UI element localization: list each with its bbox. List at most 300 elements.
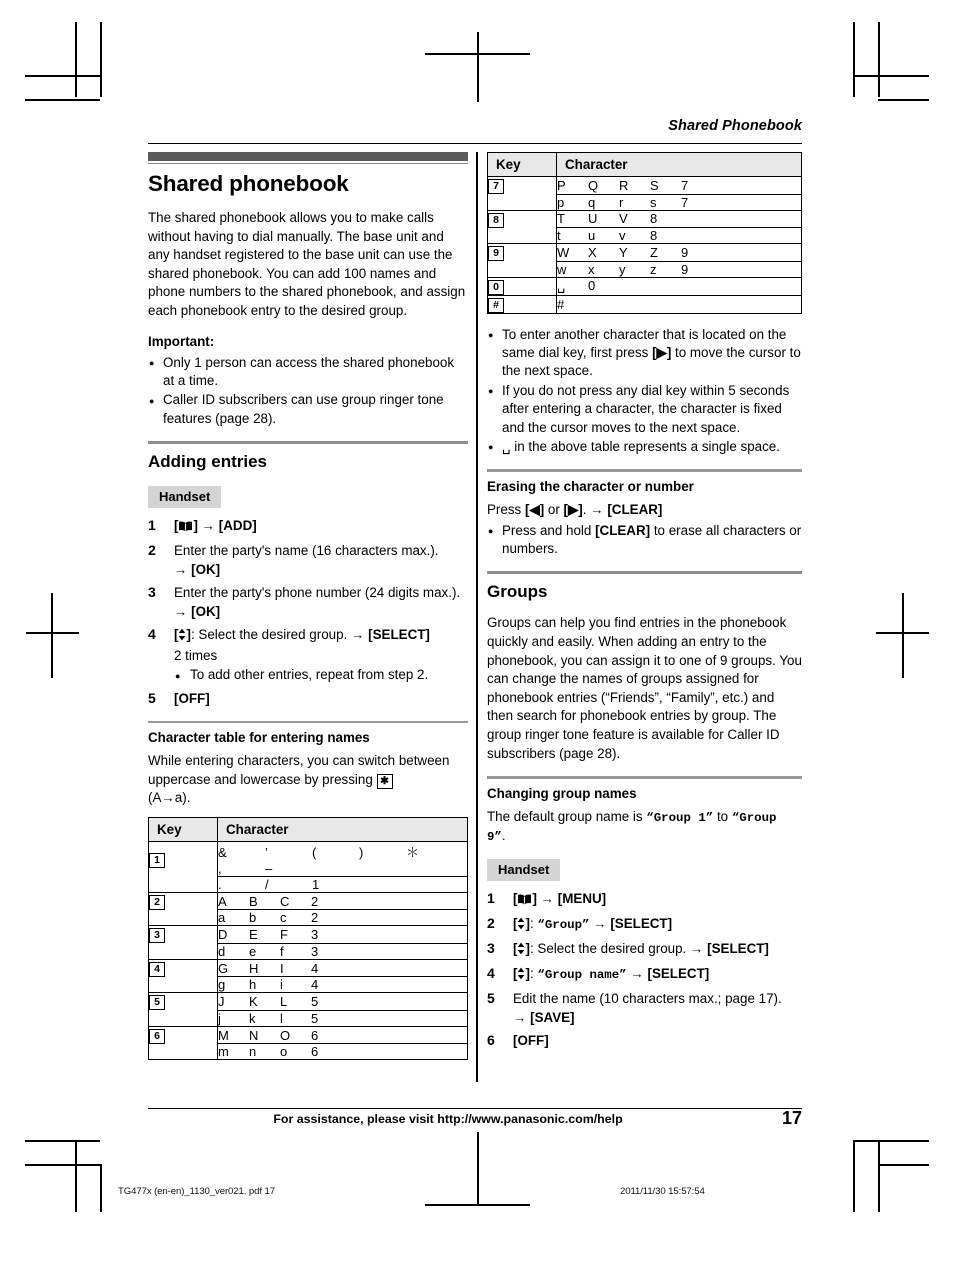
character-glyph: c (280, 910, 287, 926)
character-glyph: j (218, 1010, 221, 1026)
character-glyph: P (557, 177, 566, 193)
character-cell-uppercase (218, 993, 468, 1011)
character-glyph: 5 (311, 994, 319, 1010)
step-number: 5 (487, 989, 495, 1006)
character-glyph: b (249, 910, 257, 926)
character-glyph: , (218, 860, 222, 876)
character-cell-lowercase (218, 1044, 468, 1060)
character-glyph: M (218, 1027, 229, 1043)
character-glyph: E (249, 927, 258, 943)
character-glyph: p (557, 194, 565, 210)
chapter-accent-rule (148, 163, 468, 164)
character-glyph: B (249, 893, 258, 909)
character-glyph: X (588, 244, 597, 260)
character-glyph: 5 (311, 1010, 319, 1026)
table-row (149, 993, 468, 1011)
character-glyph: g (218, 977, 226, 993)
character-glyph: e (249, 943, 257, 959)
subsection-title-changing-group-names: Changing group names (487, 785, 637, 801)
important-bullet-list (148, 354, 468, 429)
key-cell-continuation (149, 1044, 218, 1060)
list-item: ● Caller ID subscribers can use group ringer tone features (page 28). (148, 391, 468, 428)
arrow-glyph: → (630, 965, 648, 981)
character-glyph: ␣ (557, 278, 566, 293)
step-text: Enter the party's phone number (24 digits max.). (174, 585, 461, 601)
registration-mark-bottom-h (425, 1204, 530, 1206)
crop-mark-bottom-right-v2 (878, 1140, 880, 1212)
step-number: 3 (487, 939, 495, 956)
intro-post: . (501, 828, 506, 844)
dial-key-5-icon: 5 (149, 995, 165, 1010)
character-glyph: x (588, 261, 595, 277)
dial-key-8-icon: 8 (488, 213, 504, 228)
crop-mark-top-left-v1 (75, 22, 77, 97)
crop-mark-bottom-right-h1 (853, 1140, 929, 1142)
character-glyph: 6 (311, 1044, 319, 1060)
registration-mark-right-h (876, 632, 929, 634)
page-title: Shared phonebook (148, 171, 349, 196)
subsection-title-character-table: Character table for entering names (148, 730, 370, 746)
intro-pre: The default group name is (487, 808, 647, 824)
group-1-default: “Group 1” (646, 810, 714, 825)
character-glyph: ’ (265, 844, 268, 860)
character-glyph: N (249, 1027, 259, 1043)
crop-mark-top-right-v2 (878, 22, 880, 97)
arrow-glyph: → (593, 915, 611, 931)
crop-mark-top-right-h1 (853, 75, 929, 77)
character-glyph: q (588, 194, 596, 210)
character-glyph: t (557, 228, 561, 243)
character-glyph: d (218, 943, 226, 959)
key-cell (149, 993, 218, 1011)
character-cell-uppercase (218, 926, 468, 944)
character-glyph: ) (359, 844, 364, 860)
character-glyph: W (557, 244, 570, 260)
character-glyph: F (280, 927, 288, 943)
groups-paragraph: Groups can help you find entries in the phonebook quickly and easily. When adding an entry to the phonebook, you can assign it to one of 9 groups. You can change the names of groups assigned for phonebook entries (“Friends”, “Family”, etc.) and then search for phonebook entries by group. The group ringer tone feature is available for Caller ID subscribers (page 28). (487, 615, 802, 761)
arrow-glyph: → (690, 940, 708, 956)
key-cell (488, 277, 557, 295)
key-cell (149, 926, 218, 944)
character-cell-uppercase (557, 295, 802, 313)
table-row (488, 277, 802, 295)
step-number: 3 (148, 584, 156, 601)
character-cell-lowercase (557, 261, 802, 277)
section-title-adding-entries: Adding entries (148, 452, 268, 472)
step-colon: : (529, 940, 538, 956)
left-arrow-key: [◀] (524, 501, 545, 517)
important-label: Important: (148, 333, 215, 349)
dial-key-9-icon: 9 (488, 246, 504, 261)
character-cell-lowercase (557, 228, 802, 244)
menu-key: [MENU] (557, 890, 607, 906)
character-glyph: 4 (311, 960, 319, 976)
table-row (488, 228, 802, 244)
group-menu-label: “Group” (537, 917, 590, 932)
registration-mark-top-v (477, 32, 479, 102)
clear-key: [CLEAR] (607, 501, 663, 517)
character-glyph: v (619, 228, 626, 243)
step-3 (487, 939, 802, 960)
character-glyph: & (218, 844, 227, 860)
character-table-right-body (488, 177, 802, 314)
key-cell (488, 210, 557, 228)
intro-mid: to (713, 808, 732, 824)
character-glyph: S (650, 177, 659, 193)
phonebook-key: [ ] (513, 891, 537, 906)
right-arrow-key: [▶] (563, 501, 583, 517)
key-cell (488, 244, 557, 262)
list-item: ● Only 1 person can access the shared phonebook at a time. (148, 354, 468, 391)
character-glyph: k (249, 1010, 256, 1026)
character-glyph: 2 (311, 893, 319, 909)
up-down-arrow-icon (517, 916, 525, 935)
registration-mark-right-v (902, 593, 904, 678)
table-row (149, 1044, 468, 1060)
table-row (149, 1010, 468, 1026)
ok-key: [OK] (191, 562, 221, 578)
character-glyph: 2 (311, 910, 319, 926)
character-table-right (487, 152, 802, 314)
table-row (488, 244, 802, 262)
table-row (149, 977, 468, 993)
character-cell-uppercase (218, 1026, 468, 1044)
character-glyph: o (280, 1044, 288, 1060)
chapter-accent-bar (148, 152, 468, 161)
character-glyph: 0 (588, 278, 596, 293)
off-key: [OFF] (174, 690, 210, 706)
registration-mark-top-h (425, 53, 530, 55)
crop-mark-bottom-right-v1 (853, 1140, 855, 1212)
erasing-instruction: Press [◀] or [▶]. → [CLEAR] (487, 501, 663, 517)
table-row (149, 959, 468, 977)
col-header-character: Character (557, 153, 802, 177)
character-glyph: J (218, 994, 225, 1010)
navigator-key: [ ] (513, 916, 530, 931)
character-glyph: 3 (311, 927, 319, 943)
table-row (149, 943, 468, 959)
character-cell-lowercase (557, 194, 802, 210)
table-row (149, 841, 468, 876)
character-glyph: L (280, 994, 288, 1010)
crop-mark-bottom-right-h2 (878, 1164, 929, 1166)
character-glyph: / (265, 876, 269, 892)
key-cell-continuation (149, 876, 218, 892)
step-4-sub-list (174, 666, 468, 684)
step-colon: : (529, 965, 538, 981)
step-1 (487, 889, 802, 910)
character-cell-lowercase (218, 943, 468, 959)
character-glyph: 6 (311, 1027, 319, 1043)
step-number: 2 (487, 914, 495, 931)
step-5 (148, 689, 468, 708)
step-text: Select the desired group. (537, 940, 687, 956)
character-glyph: H (249, 960, 259, 976)
character-cell-uppercase (218, 959, 468, 977)
step-4 (148, 625, 468, 684)
crop-mark-top-right-v1 (853, 22, 855, 97)
running-head: Shared Phonebook (668, 118, 802, 134)
key-cell-continuation (149, 943, 218, 959)
character-glyph: I (280, 960, 284, 976)
character-glyph: w (557, 261, 567, 277)
character-glyph: Z (650, 244, 658, 260)
character-glyph: z (650, 261, 657, 277)
character-cell-uppercase (218, 892, 468, 910)
key-cell (149, 841, 218, 876)
step-1 (148, 516, 468, 537)
character-table-left-body (149, 841, 468, 1060)
character-glyph: 8 (650, 228, 658, 243)
section-title-groups: Groups (487, 582, 548, 602)
table-row (149, 876, 468, 892)
table-row (149, 892, 468, 910)
right-arrow-key: [▶] (652, 344, 672, 360)
step-number: 4 (487, 964, 495, 981)
character-table-intro-text: While entering characters, you can switch between uppercase and lowercase by pressing (148, 753, 450, 787)
key-cell-continuation (488, 194, 557, 210)
left-column (148, 152, 468, 1060)
character-glyph: y (619, 261, 626, 277)
handset-tag: Handset (148, 486, 221, 508)
character-glyph: i (280, 977, 283, 993)
group-name-menu-label: “Group name” (537, 967, 627, 982)
arrow-glyph: → (351, 627, 369, 643)
subsection-rule (487, 776, 802, 779)
dial-key-4-icon: 4 (149, 962, 165, 977)
phonebook-key: [ ] (174, 518, 198, 533)
arrow-glyph: → (174, 562, 192, 578)
step-text: Enter the party's name (16 characters max.). (174, 543, 439, 559)
character-glyph: m (218, 1044, 229, 1060)
character-glyph: h (249, 977, 257, 993)
off-key: [OFF] (513, 1032, 549, 1048)
character-glyph: U (588, 211, 598, 227)
right-column (487, 152, 802, 1054)
erasing-note-pre: Press and hold (502, 522, 596, 538)
character-glyph: r (619, 194, 624, 210)
col-header-key: Key (149, 817, 218, 841)
registration-mark-bottom-v (477, 1132, 479, 1204)
table-row (488, 261, 802, 277)
print-meta-filename: TG477x (en-en)_1130_ver021. pdf 17 (118, 1186, 275, 1197)
crop-mark-bottom-left-v1 (75, 1140, 77, 1212)
col-header-character: Character (218, 817, 468, 841)
table-row (488, 295, 802, 313)
erasing-note-post: to erase all characters or numbers. (502, 522, 802, 556)
character-cell-uppercase (557, 244, 802, 262)
character-glyph: # (557, 296, 565, 312)
character-glyph: Y (619, 244, 628, 260)
select-key: [SELECT] (368, 627, 430, 643)
navigator-key: [ ] (513, 966, 530, 981)
add-key: [ADD] (218, 518, 257, 534)
character-glyph: 7 (681, 194, 689, 210)
save-key: [SAVE] (530, 1009, 575, 1025)
select-key: [SELECT] (707, 940, 769, 956)
group-9-default: “Group 9” (487, 810, 777, 845)
table-row (149, 1026, 468, 1044)
step-4 (487, 964, 802, 985)
character-glyph: – (265, 860, 273, 876)
character-table-intro-note: (A→a). (148, 790, 191, 806)
crop-mark-top-right-h2 (878, 99, 929, 101)
column-divider (476, 152, 478, 1082)
character-glyph: n (249, 1044, 257, 1060)
key-cell-continuation (149, 977, 218, 993)
list-item: ● If you do not press any dial key within 5 seconds after entering a character, the character is fixed and the cursor moves to the next space. (487, 382, 802, 437)
list-item: ● To add other entries, repeat from step 2. (174, 666, 468, 684)
table-row (488, 194, 802, 210)
character-glyph: l (280, 1010, 283, 1026)
character-cell-lowercase (218, 977, 468, 993)
col-header-key: Key (488, 153, 557, 177)
print-meta-timestamp: 2011/11/30 15:57:54 (620, 1186, 705, 1197)
character-glyph: . (218, 876, 222, 892)
character-glyph: s (650, 194, 657, 210)
list-item: ● To enter another character that is located on the same dial key, first press [▶] to move the cursor to the next space. (487, 326, 802, 381)
character-glyph: R (619, 177, 629, 193)
character-cell-uppercase (557, 277, 802, 295)
ok-key: [OK] (191, 604, 221, 620)
character-glyph: K (249, 994, 258, 1010)
character-glyph: A (218, 893, 227, 909)
key-cell-continuation (488, 228, 557, 244)
step-4-suffix: 2 times (174, 648, 218, 664)
step-number: 5 (148, 689, 156, 706)
crop-mark-bottom-left-h1 (25, 1140, 100, 1142)
crop-mark-top-left-v2 (100, 22, 102, 97)
character-glyph: Q (588, 177, 599, 193)
key-cell (149, 1026, 218, 1044)
step-number: 2 (148, 542, 156, 559)
handset-tag: Handset (487, 859, 560, 881)
step-text: Select the desired group. (198, 627, 348, 643)
character-glyph: ( (312, 844, 317, 860)
character-glyph: u (588, 228, 596, 243)
select-key: [SELECT] (647, 965, 710, 981)
erasing-notes (487, 522, 802, 559)
table-row (149, 926, 468, 944)
navigator-key: [ ] (513, 941, 530, 956)
footer-assistance-note: For assistance, please visit http://www.panasonic.com/help (273, 1112, 623, 1126)
up-down-arrow-icon (517, 941, 525, 960)
character-glyph: D (218, 927, 228, 943)
table-header-row (488, 153, 802, 177)
step-5 (487, 989, 802, 1027)
crop-mark-bottom-left-v2 (100, 1164, 102, 1212)
navigator-key: [ ] (174, 627, 191, 642)
arrow-glyph: → (174, 604, 192, 620)
dial-key-7-icon: 7 (488, 179, 504, 194)
changing-group-names-intro (487, 808, 802, 847)
section-rule (487, 571, 802, 574)
character-glyph: 1 (312, 876, 320, 892)
step-text: Edit the name (10 characters max.; page 17). (513, 990, 782, 1006)
arrow-glyph: → (540, 890, 558, 906)
character-glyph: 4 (311, 977, 319, 993)
registration-mark-left-v (51, 593, 53, 678)
key-cell-continuation (149, 910, 218, 926)
character-glyph: C (280, 893, 290, 909)
table-row (149, 910, 468, 926)
character-glyph: 9 (681, 261, 689, 277)
dial-key-0-icon: 0 (488, 280, 504, 295)
page-number: 17 (781, 1108, 802, 1128)
character-cell-uppercase (218, 841, 468, 876)
step-2 (148, 541, 468, 579)
table-row (488, 210, 802, 228)
character-table-intro (148, 752, 468, 808)
crop-mark-top-left-h1 (25, 75, 100, 77)
key-cell (149, 959, 218, 977)
key-cell-continuation (149, 1010, 218, 1026)
header-rule (148, 143, 802, 144)
character-cell-uppercase (557, 177, 802, 195)
arrow-glyph: → (513, 1009, 531, 1025)
select-key: [SELECT] (610, 915, 673, 931)
dial-key-#-icon: # (488, 298, 504, 313)
key-cell-continuation (488, 261, 557, 277)
up-down-arrow-icon (517, 966, 525, 985)
registration-mark-left-h (26, 632, 79, 634)
clear-key: [CLEAR] (595, 522, 651, 538)
key-cell (488, 177, 557, 195)
step-number: 1 (148, 517, 156, 534)
arrow-glyph: → (201, 518, 219, 534)
subsection-title-erasing: Erasing the character or number (487, 478, 694, 494)
character-glyph: ＊ (406, 844, 420, 860)
dial-key-3-icon: 3 (149, 928, 165, 943)
character-glyph: 7 (681, 177, 689, 193)
character-glyph: T (557, 211, 565, 227)
dial-key-1-icon: 1 (149, 853, 165, 868)
character-glyph: 8 (650, 211, 658, 227)
crop-mark-bottom-left-h2 (25, 1164, 100, 1166)
table-row (488, 177, 802, 195)
step-number: 4 (148, 626, 156, 643)
character-glyph: G (218, 960, 229, 976)
list-item (487, 522, 802, 559)
character-entry-notes (487, 326, 802, 457)
star-key-icon: ✱ (377, 774, 393, 789)
up-down-arrow-icon (178, 627, 186, 646)
character-glyph: 3 (311, 943, 319, 959)
phonebook-book-icon (178, 518, 193, 537)
list-item: ● ␣ in the above table represents a single space. (487, 438, 802, 456)
character-glyph: a (218, 910, 226, 926)
character-glyph: V (619, 211, 628, 227)
step-2 (487, 914, 802, 935)
character-glyph: f (280, 943, 284, 959)
character-cell-uppercase (557, 210, 802, 228)
step-colon: : (190, 627, 199, 643)
character-glyph: 9 (681, 244, 689, 260)
crop-mark-top-left-h2 (25, 99, 100, 101)
dial-key-6-icon: 6 (149, 1029, 165, 1044)
step-number: 6 (487, 1031, 495, 1048)
character-cell-lowercase (218, 876, 468, 892)
subsection-rule (148, 721, 468, 724)
step-number: 1 (487, 889, 495, 906)
footer-rule (148, 1108, 802, 1109)
character-cell-lowercase (218, 1010, 468, 1026)
key-cell (488, 295, 557, 313)
character-glyph: O (280, 1027, 291, 1043)
phonebook-book-icon (517, 891, 532, 910)
adding-entries-steps (148, 516, 468, 707)
arrow-glyph: → (590, 501, 604, 517)
